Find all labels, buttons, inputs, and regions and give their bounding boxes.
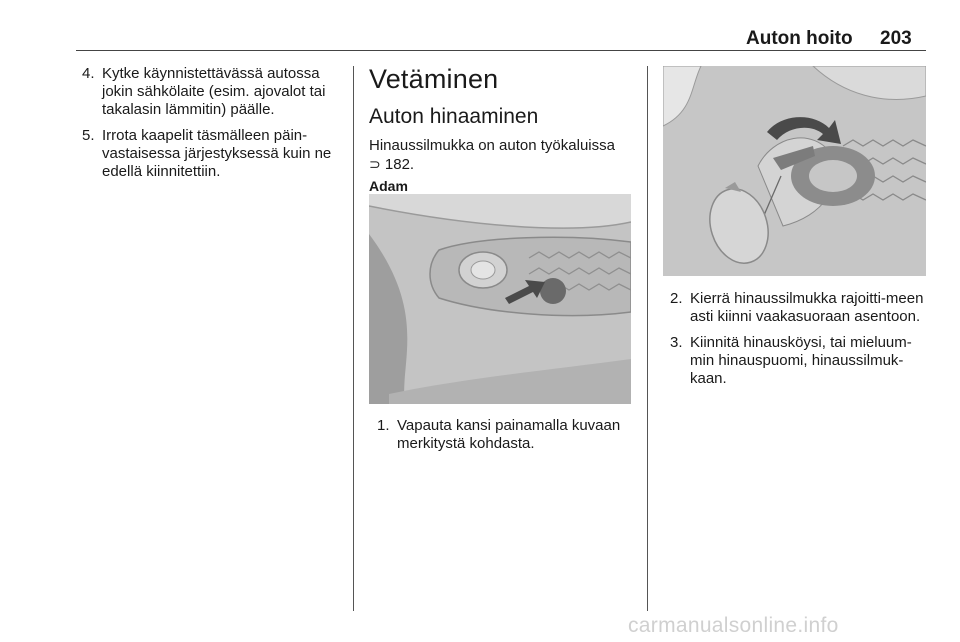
bumper-cover-press-illustration [369, 194, 631, 404]
section-heading: Vetäminen [369, 64, 499, 94]
step-number: 5. [82, 127, 95, 144]
list-item [670, 334, 930, 388]
intro-paragraph [369, 137, 637, 174]
page-number: 203 [880, 28, 912, 49]
list-item [377, 417, 637, 453]
header-rule [76, 50, 926, 51]
page-header [0, 26, 960, 52]
middle-steps-list [377, 417, 637, 461]
page-ref-link[interactable]: 182. [384, 156, 415, 173]
step-text: Kiinnitä hinausköysi, tai mieluum-min hinauspuomi, hinaussilmuk-kaan. [690, 334, 912, 387]
model-label: Adam [369, 178, 408, 194]
step-number: 2. [670, 290, 683, 307]
column-divider-left [353, 66, 354, 611]
step-text: Irrota kaapelit täsmälleen päin-vastaisessa järjestyksessä kuin ne edellä kiinnitettiin. [102, 127, 332, 180]
section-title: Auton hoito [746, 28, 853, 49]
subsection-heading: Auton hinaaminen [369, 105, 539, 128]
step-number: 3. [670, 334, 683, 351]
right-steps-list [670, 290, 930, 396]
paragraph-text: Hinaussilmukka on auton työkaluissa [369, 137, 615, 154]
step-text: Kierrä hinaussilmukka rajoitti-meen asti kiinni vaakasuoraan asentoon. [690, 290, 924, 325]
page-ref-icon: ⊃ [369, 156, 381, 172]
step-text: Vapauta kansi painamalla kuvaan merkitystä kohdasta. [397, 417, 621, 452]
left-steps-list [82, 65, 344, 189]
step-number: 1. [377, 417, 390, 434]
list-item [82, 65, 344, 119]
step-text: Kytke käynnistettävässä autossa jokin sähkölaite (esim. ajovalot tai takalasin lämmitin) päälle. [102, 65, 326, 118]
list-item [670, 290, 930, 326]
step-number: 4. [82, 65, 95, 82]
watermark: carmanualsonline.info [628, 614, 839, 637]
column-divider-right [647, 66, 648, 611]
list-item [82, 127, 344, 181]
towing-eye-screw-in-illustration [663, 66, 926, 276]
